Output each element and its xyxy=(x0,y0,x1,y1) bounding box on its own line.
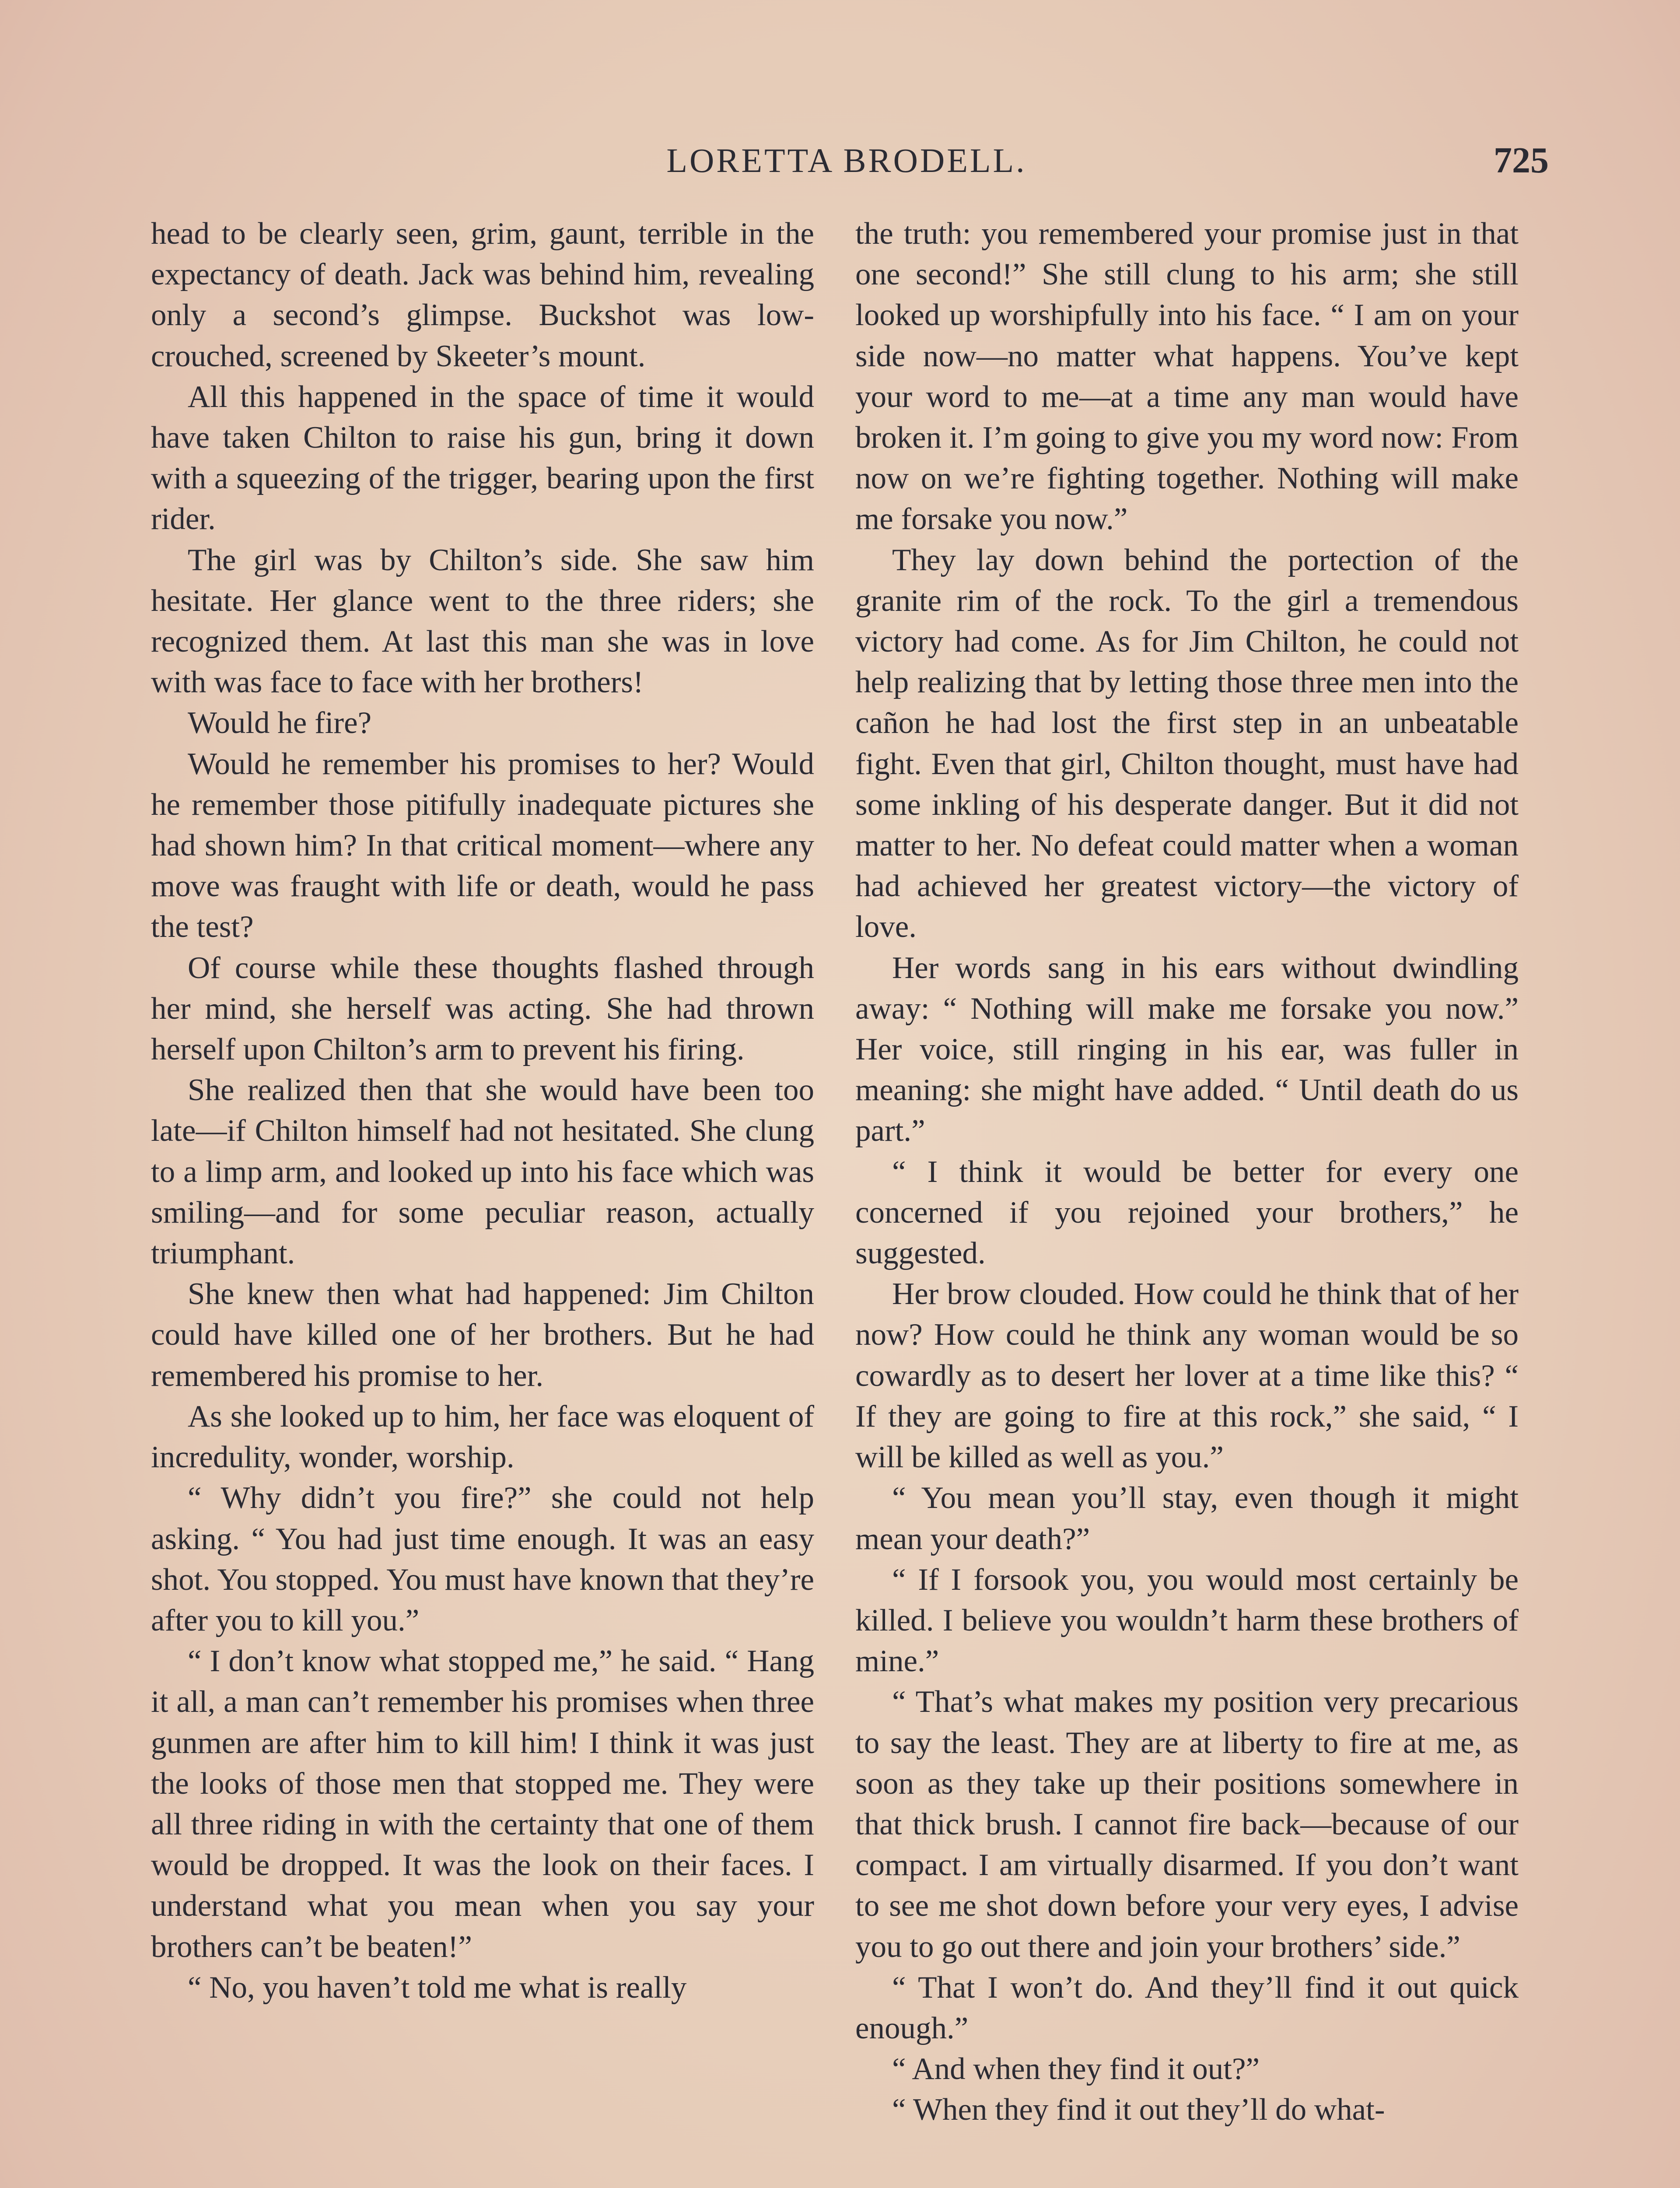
paragraph: “ You mean you’ll stay, even though it might mean your death?” xyxy=(855,1481,1519,1556)
paragraph: “ And when they find it out?” xyxy=(892,2052,1260,2086)
paragraph: Would he fire? xyxy=(188,706,372,740)
left-column xyxy=(151,214,814,2008)
paragraph: “ When they find it out they’ll do what- xyxy=(892,2093,1385,2127)
paragraph: “ Why didn’t you fire?” she could not help asking. “ You had just time enough. It was an easy shot. You stopped. You must have known that they’re after you to kill you.” xyxy=(151,1481,814,1637)
paragraph: She knew then what had happened: Jim Chilton could have killed one of her brothers. But he had remembered his promise to her. xyxy=(151,1277,814,1393)
paragraph: the truth: you remembered your promise just in that one second!” She still clung to his arm; she still looked up worshipfully into his face. “ I am on your side now—no matter what happens. You’ve kept your word to me—at a time any man would have broken it. I’m going to give you my word now: From now on we’re fighting together. Nothing will make me forsake you now.” xyxy=(855,217,1519,536)
paragraph: Would he remember his promises to her? Would he remember those pitifully inadequate pictures she had shown him? In that critical moment—where any move was fraught with life or death, would he pass the test? xyxy=(151,747,814,944)
paragraph: As she looked up to him, her face was eloquent of incredulity, wonder, worship. xyxy=(151,1399,814,1475)
paragraph: “ That I won’t do. And they’ll find it out quick enough.” xyxy=(855,1970,1519,2045)
right-column xyxy=(855,214,1519,2131)
paragraph: All this happened in the space of time it would have taken Chilton to raise his gun, bring it down with a squeezing of the trigger, bearing upon the first rider. xyxy=(151,379,814,536)
paragraph: head to be clearly seen, grim, gaunt, terrible in the expectancy of death. Jack was behind him, revealing only a second’s glimpse. Buckshot was low-crouched, screened by Skeeter’s mount. xyxy=(151,217,814,373)
paragraph: “ That’s what makes my position very precarious to say the least. They are at liberty to fire at me, as soon as they take up their positions somewhere in that thick brush. I cannot fire back—because of our compact. I am virtually disarmed. If you don’t want to see me shot down before your very eyes, I advise you to go out there and join your brothers’ side.” xyxy=(855,1685,1519,1964)
paragraph: Her brow clouded. How could he think that of her now? How could he think any woman would be so cowardly as to desert her lover at a time like this? “ If they are going to fire at this rock,” she said, “ I will be killed as well as you.” xyxy=(855,1277,1519,1475)
paragraph: “ If I forsook you, you would most certainly be killed. I believe you wouldn’t harm these brothers of mine.” xyxy=(855,1562,1519,1679)
paragraph: She realized then that she would have been too late—if Chilton himself had not hesitated. She clung to a limp arm, and looked up into his face which was smiling—and for some peculiar reason, actually triumphant. xyxy=(151,1073,814,1271)
paragraph: Her words sang in his ears without dwindling away: “ Nothing will make me forsake you now.” Her voice, still ringing in his ear, was fuller in meaning: she might have added. “ Until death do us part.” xyxy=(855,950,1519,1148)
paragraph: “ I think it would be better for every one concerned if you rejoined your brothers,” he suggested. xyxy=(855,1154,1519,1271)
running-title: LORETTA BRODELL. xyxy=(666,141,1027,179)
paragraph: Of course while these thoughts flashed through her mind, she herself was acting. She had thrown herself upon Chilton’s arm to prevent his firing. xyxy=(151,950,814,1067)
running-header xyxy=(144,137,1549,185)
paragraph: “ I don’t know what stopped me,” he said. “ Hang it all, a man can’t remember his promises when three gunmen are after him to kill him! I think it was just the looks of those men that stopped me. They were all three riding in with the certainty that one of them would be dropped. It was the look on their faces. I understand what you mean when you say your brothers can’t be beaten!” xyxy=(151,1644,814,1964)
page-number: 725 xyxy=(1494,140,1549,181)
paragraph: The girl was by Chilton’s side. She saw him hesitate. Her glance went to the three riders; she recognized them. At last this man she was in love with was face to face with her brothers! xyxy=(151,543,814,700)
paragraph: “ No, you haven’t told me what is really xyxy=(188,1970,687,2005)
paragraph: They lay down behind the portection of the granite rim of the rock. To the girl a tremendous victory had come. As for Jim Chilton, he could not help realizing that by letting those three men into the cañon he had lost the first step in an unbeatable fight. Even that girl, Chilton thought, must have had some inkling of his desperate danger. But it did not matter to her. No defeat could matter when a woman had achieved her greatest victory—the victory of love. xyxy=(855,543,1519,944)
